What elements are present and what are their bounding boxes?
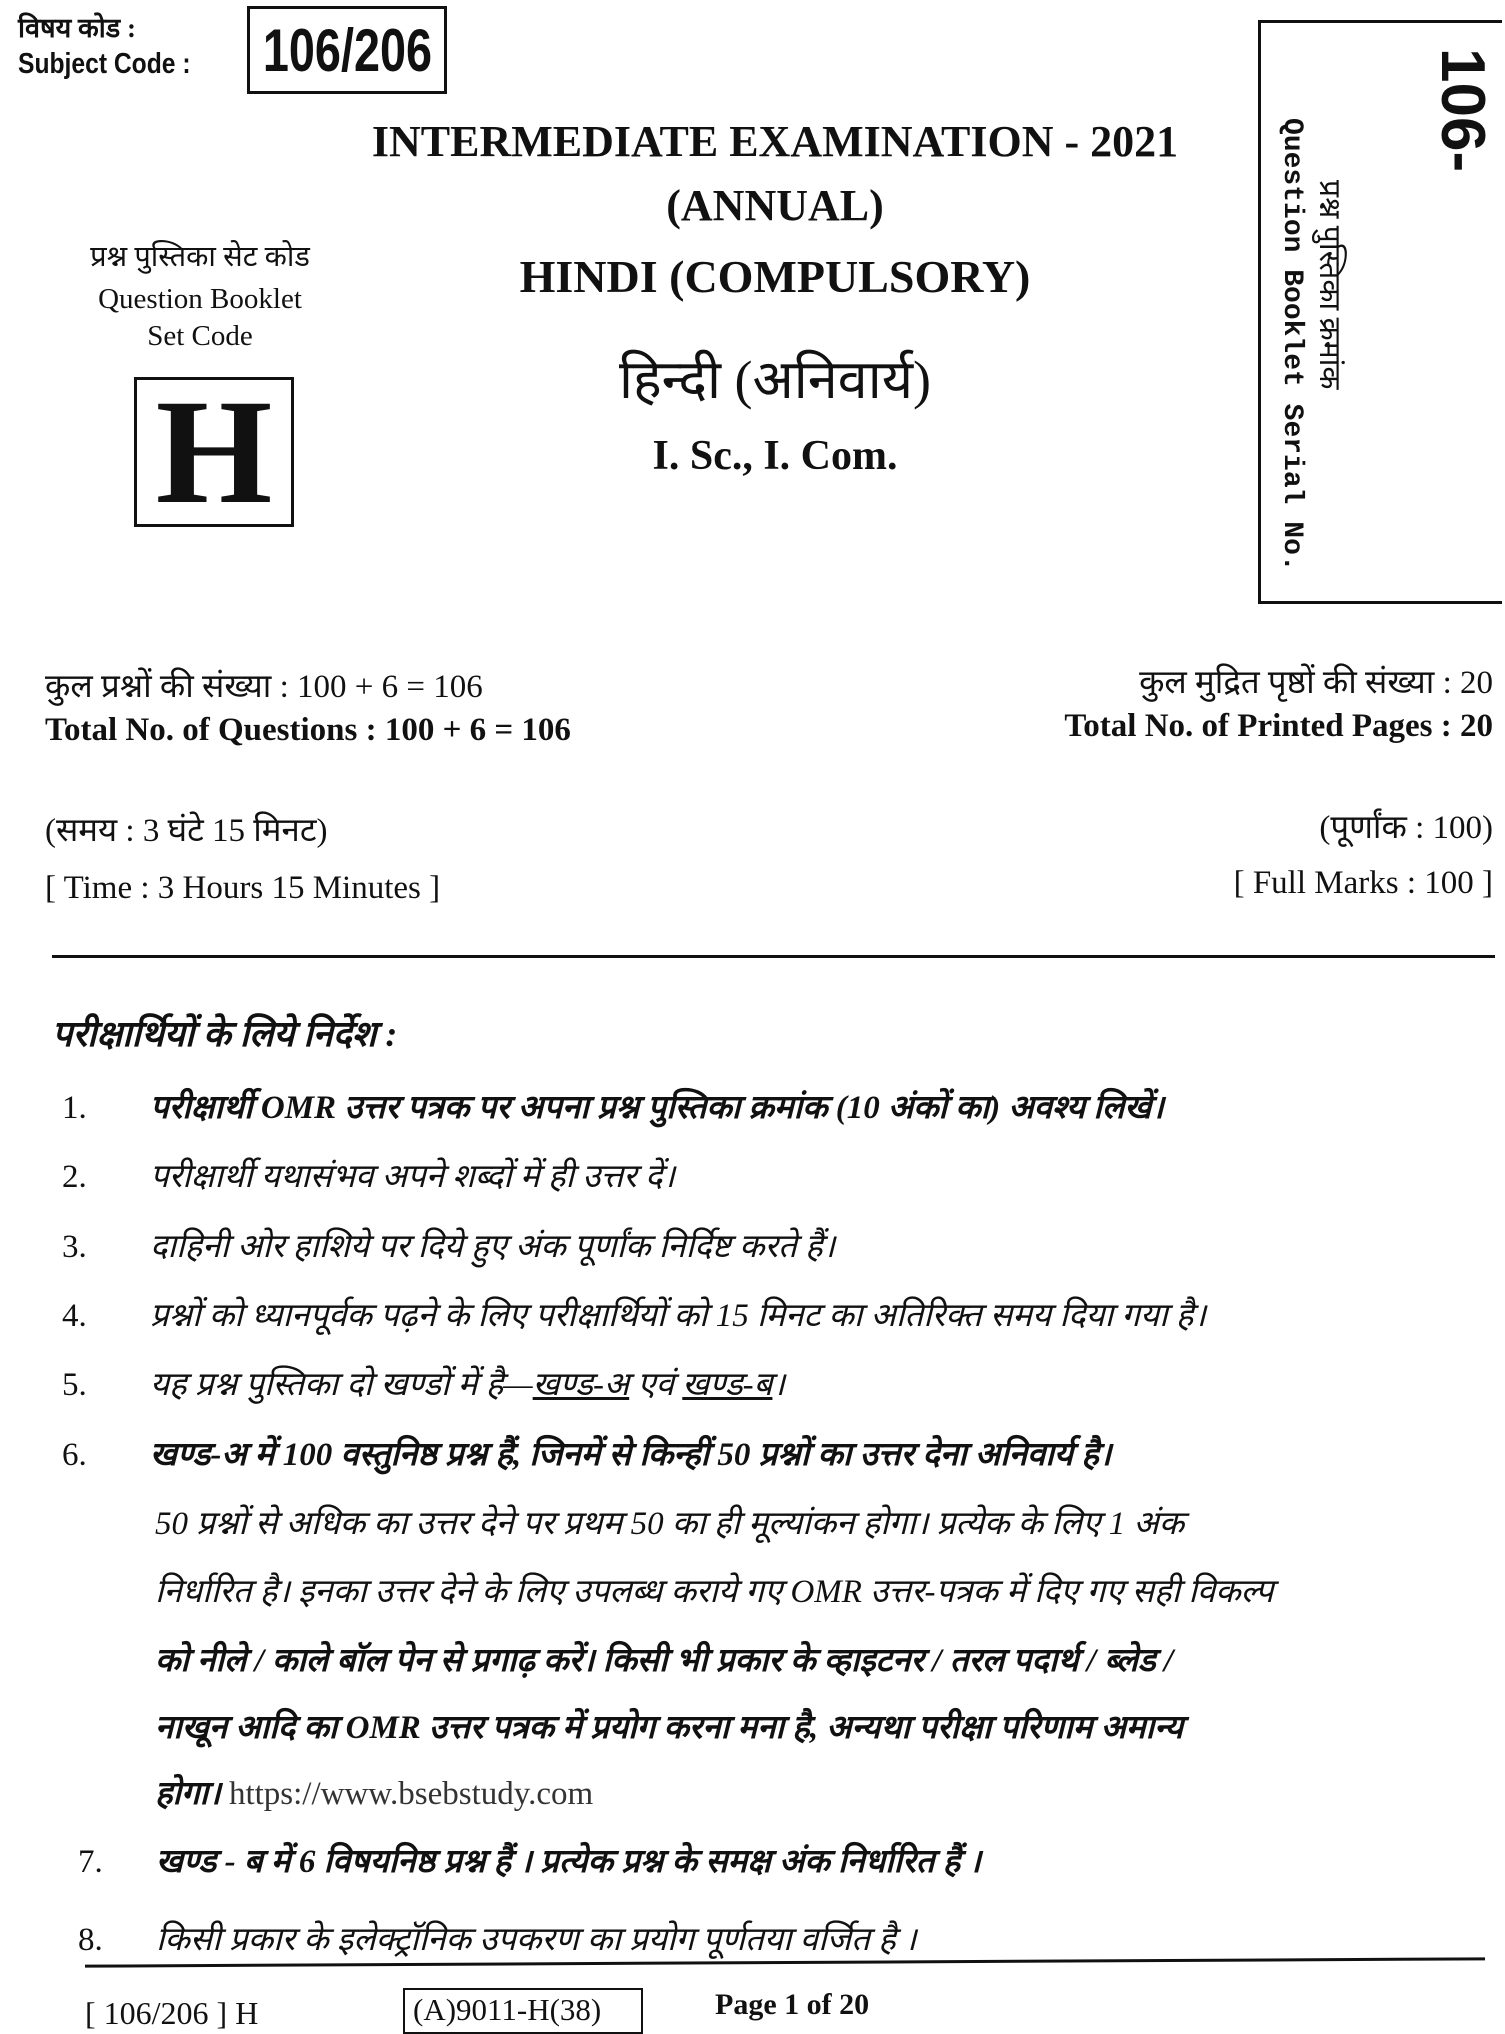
instruction-item <box>62 1152 675 1197</box>
set-code-box <box>134 369 294 535</box>
instruction-item <box>62 1291 1206 1336</box>
streams: I. Sc., I. Com. <box>652 433 898 479</box>
item-number: 2. <box>62 1159 87 1195</box>
subject-title-hindi: हिन्दी (अनिवार्य) <box>618 350 931 410</box>
subject-title: HINDI (COMPULSORY) <box>519 251 1031 302</box>
set-code-label-line1: Question Booklet <box>98 283 302 315</box>
item-number: 6. <box>62 1437 87 1473</box>
item-text-end: । <box>772 1367 785 1403</box>
item-text-and: एवं <box>629 1367 683 1403</box>
item-number: 4. <box>62 1298 87 1334</box>
instruction-item <box>62 1430 1111 1475</box>
total-questions-hindi: कुल प्रश्नों की संख्या : 100 + 6 = 106 <box>45 669 483 705</box>
total-pages: Total No. of Printed Pages : 20 <box>1064 708 1493 744</box>
instruction-item <box>78 1837 981 1882</box>
subject-code-label: Subject Code : <box>18 48 191 80</box>
total-pages-hindi: कुल मुद्रित पृष्ठों की संख्या : 20 <box>1139 665 1493 701</box>
item-text-line: होगा। <box>155 1776 221 1812</box>
divider <box>52 955 1495 958</box>
exam-session: (ANNUAL) <box>666 181 884 230</box>
item-number: 3. <box>62 1229 87 1265</box>
item-text-line: को नीले / काले बॉल पेन से प्रगाढ़ करें। किसी भी प्रकार के व्हाइटनर / तरल पदार्थ / ब्लेड / <box>155 1643 1174 1679</box>
section-a-label: खण्ड-अ <box>532 1367 630 1403</box>
subject-code-box <box>247 6 447 94</box>
exam-title: INTERMEDIATE EXAMINATION - 2021 <box>371 117 1179 166</box>
section-b-label: खण्ड-ब <box>682 1367 773 1403</box>
website-link[interactable]: https://www.bsebstudy.com <box>228 1776 594 1812</box>
full-marks: [ Full Marks : 100 ] <box>1233 865 1493 901</box>
item-text-line: निर्धारित है। इनका उत्तर देने के लिए उपलब्ध कराये गए OMR उत्तर-पत्रक में दिए गए सही विकल्प <box>155 1574 1274 1610</box>
instruction-item <box>62 1083 1164 1128</box>
item-number: 7. <box>78 1844 103 1880</box>
item-text: दाहिनी ओर हाशिये पर दिये हुए अंक पूर्णांक निर्दिष्ट करते हैं। <box>150 1229 836 1265</box>
total-questions: Total No. of Questions : 100 + 6 = 106 <box>45 712 571 748</box>
item-number: 5. <box>62 1367 87 1403</box>
instruction-item <box>78 1915 917 1960</box>
time: [ Time : 3 Hours 15 Minutes ] <box>45 870 441 906</box>
serial-label-hindi: प्रश्न पुस्तिका क्रमांक <box>1313 180 1346 390</box>
item-text-line: नाखून आदि का OMR उत्तर पत्रक में प्रयोग करना मना है, अन्यथा परीक्षा परिणाम अमान्य <box>155 1710 1184 1746</box>
subject-code-label-hindi: विषय कोड : <box>18 13 136 43</box>
item-text: परीक्षार्थी यथासंभव अपने शब्दों में ही उत्तर दें। <box>150 1159 675 1195</box>
item-text: खण्ड - ब में 6 विषयनिष्ठ प्रश्न हैं । प्रत्येक प्रश्न के समक्ष अंक निर्धारित हैं । <box>156 1844 982 1880</box>
item-text: किसी प्रकार के इलेक्ट्रॉनिक उपकरण का प्रयोग पूर्णतया वर्जित है । <box>156 1922 917 1958</box>
footer-booklet-code: (A)9011-H(38) <box>403 1988 643 2034</box>
set-code-value: H <box>155 369 273 535</box>
serial-label: Question Booklet Serial No. <box>1276 118 1307 572</box>
full-marks-hindi: (पूर्णांक : 100) <box>1319 810 1493 846</box>
item-text: प्रश्नों को ध्यानपूर्वक पढ़ने के लिए परीक्षार्थियों को 15 मिनट का अतिरिक्त समय दिया गया है। <box>150 1298 1206 1334</box>
set-code-label-hindi: प्रश्न पुस्तिका सेट कोड <box>90 241 310 273</box>
item-text-line: खण्ड-अ में 100 वस्तुनिष्ठ प्रश्न हैं, जिनमें से किन्हीं 50 प्रश्नों का उत्तर देना अनिवार्य है। <box>150 1437 1112 1473</box>
page-number: Page 1 of 20 <box>715 1988 870 2021</box>
item-text-line: 50 प्रश्नों से अधिक का उत्तर देने पर प्रथम 50 का ही मूल्यांकन होगा। प्रत्येक के लिए 1 अंक <box>155 1506 1185 1542</box>
serial-number: 106- <box>1428 48 1497 173</box>
subject-code-value: 106/206 <box>262 16 432 84</box>
footer-subject-code: [ 106/206 ] H <box>85 1995 259 2031</box>
set-code-label-line2: Set Code <box>147 320 253 352</box>
item-number: 1. <box>62 1090 87 1126</box>
instruction-item <box>62 1360 785 1405</box>
time-hindi: (समय : 3 घंटे 15 मिनट) <box>45 813 328 849</box>
item-text: परीक्षार्थी OMR उत्तर पत्रक पर अपना प्रश्न पुस्तिका क्रमांक (10 अंकों का) अवश्य लिखें। <box>150 1090 1164 1126</box>
instruction-item <box>62 1222 835 1267</box>
instructions-heading: परीक्षार्थियों के लिये निर्देश : <box>52 1014 398 1054</box>
item-text: यह प्रश्न पुस्तिका दो खण्डों में है— <box>150 1367 533 1403</box>
item-number: 8. <box>78 1922 103 1958</box>
